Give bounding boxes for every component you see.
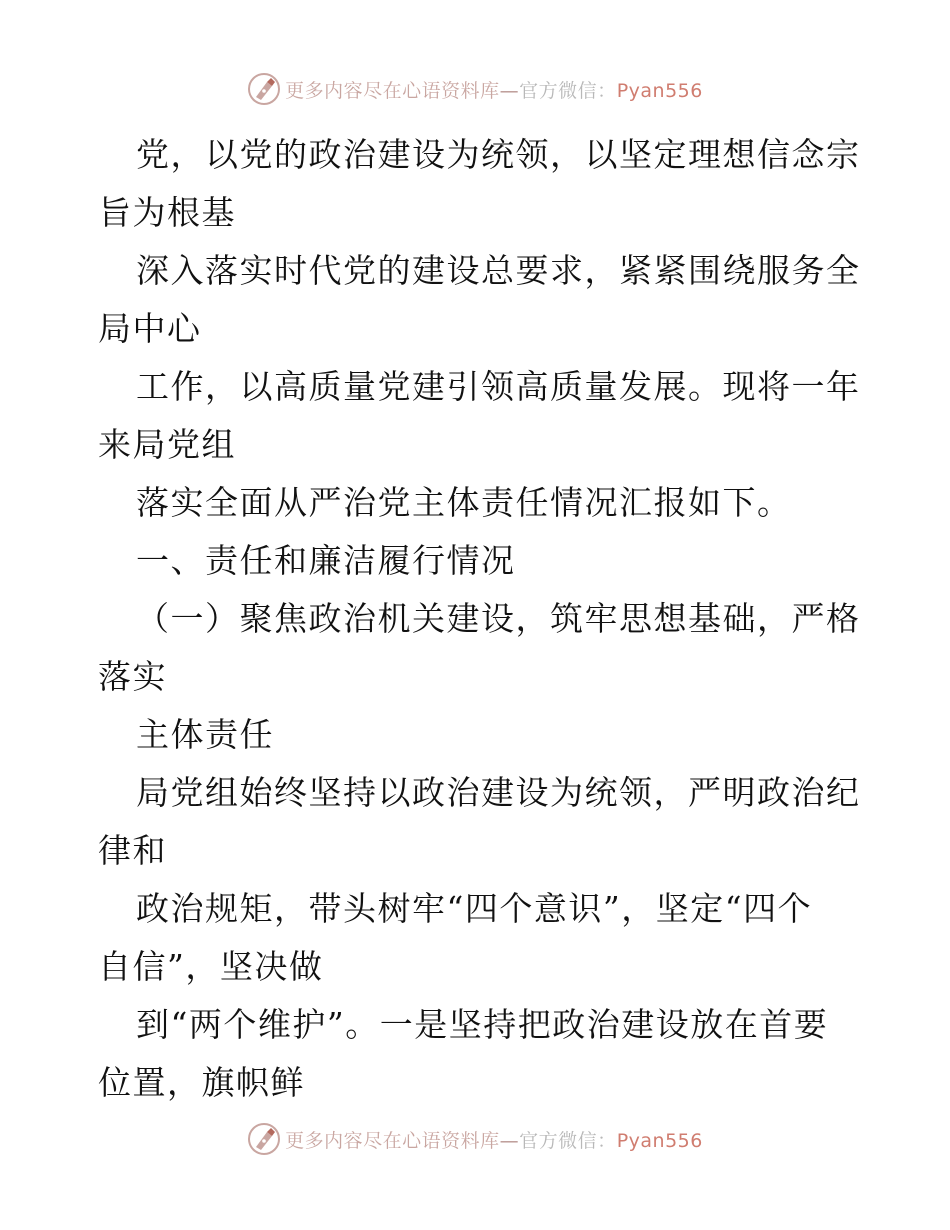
pen-nib-circle-icon: [247, 1122, 281, 1156]
text-line: 工作，以高质量党建引领高质量发展。现将一年: [136, 367, 861, 406]
text-line: 位置，旗帜鲜: [98, 1063, 305, 1102]
text-line: 来局党组: [98, 425, 236, 464]
text-line: 落实全面从严治党主体责任情况汇报如下。: [136, 483, 792, 522]
text-line: 局中心: [98, 309, 202, 348]
watermark-wechat-label: 官方微信：: [519, 79, 617, 102]
watermark-separator: —: [499, 79, 520, 102]
text-line: 旨为根基: [98, 193, 236, 232]
watermark-separator: —: [499, 1129, 520, 1152]
text-line: 局党组始终坚持以政治建设为统领，严明政治纪: [136, 773, 861, 812]
document-body: [98, 126, 861, 1112]
text-line: 自信”，坚决做: [98, 947, 324, 986]
text-line: 落实: [98, 657, 167, 696]
watermark-site-text: 更多内容尽在心语资料库: [285, 1129, 500, 1152]
subsection-heading: （一）聚焦政治机关建设，筑牢思想基础，严格: [136, 599, 861, 638]
text-line: 政治规矩，带头树牢“四个意识”，坚定“四个: [136, 889, 813, 928]
footer-watermark: [0, 1122, 950, 1156]
watermark-wechat-id: Pyan556: [616, 79, 703, 102]
watermark-wechat-id: Pyan556: [616, 1129, 703, 1152]
section-heading: 一、责任和廉洁履行情况: [136, 541, 516, 580]
watermark-site-text: 更多内容尽在心语资料库: [285, 79, 500, 102]
text-line: 主体责任: [136, 715, 274, 754]
pen-nib-circle-icon: [247, 72, 281, 106]
text-line: 深入落实时代党的建设总要求，紧紧围绕服务全: [136, 251, 861, 290]
watermark-wechat-label: 官方微信：: [519, 1129, 617, 1152]
text-line: 律和: [98, 831, 167, 870]
text-line: 党，以党的政治建设为统领，以坚定理想信念宗: [136, 135, 861, 174]
text-line: 到“两个维护”。一是坚持把政治建设放在首要: [136, 1005, 829, 1044]
header-watermark: [0, 72, 950, 106]
